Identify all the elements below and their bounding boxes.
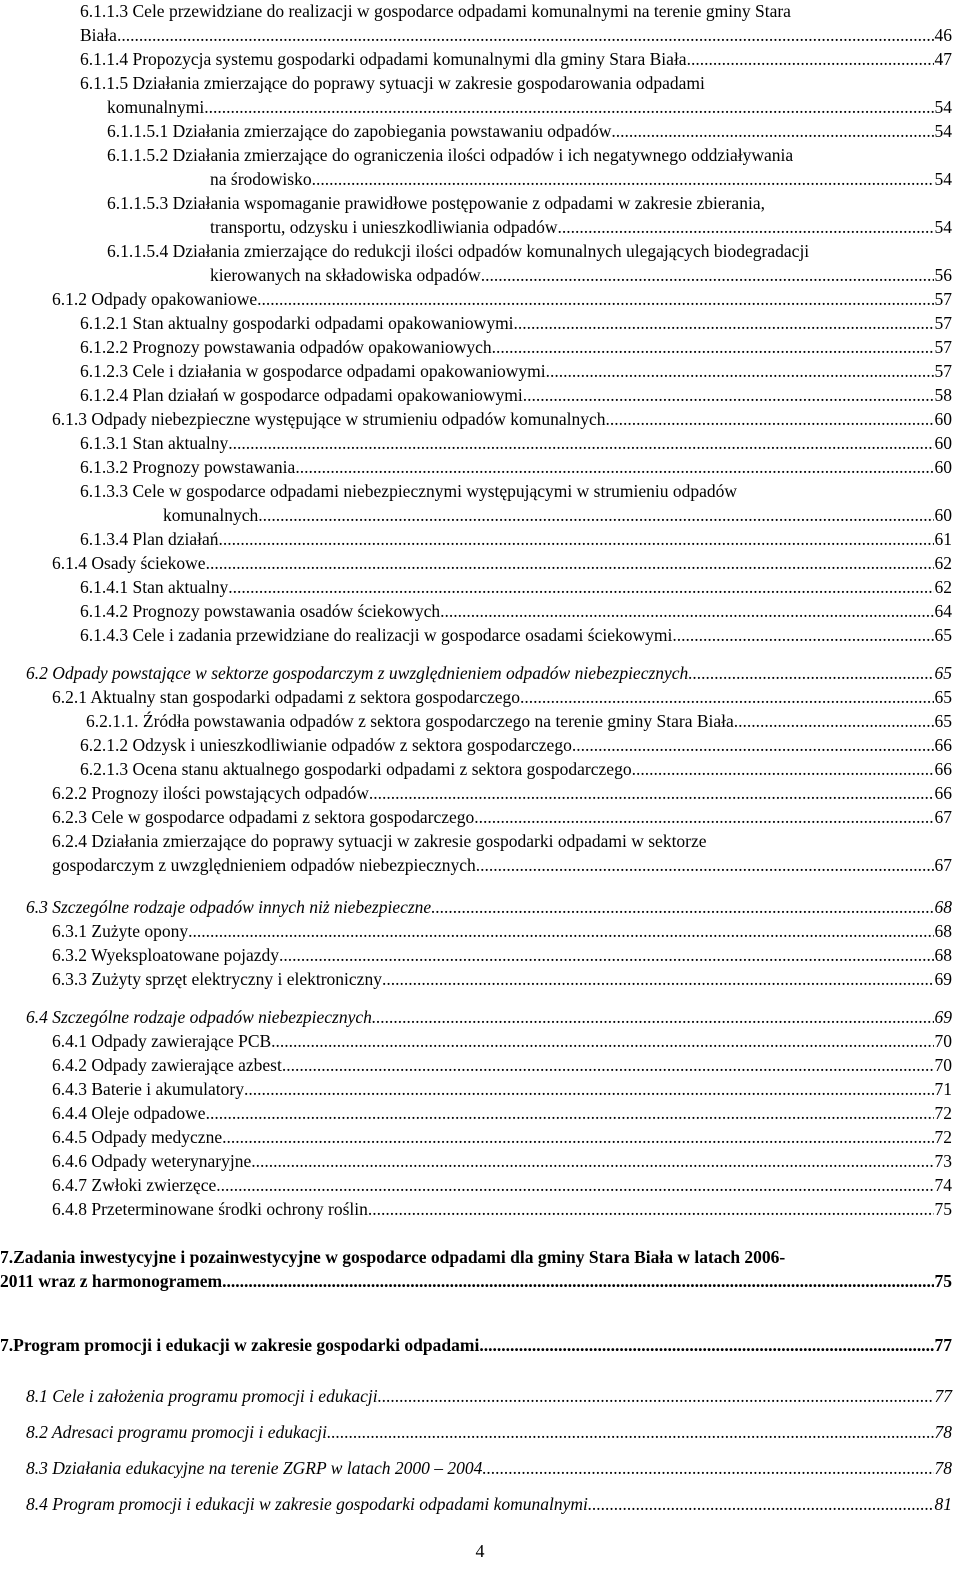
toc-leader-dots <box>523 384 934 406</box>
toc-entry-line <box>210 168 952 190</box>
toc-entry-title: Biała <box>80 25 117 45</box>
toc-page-number: 75 <box>934 1271 952 1291</box>
toc-page-number: 57 <box>934 289 952 309</box>
toc-entry-line <box>80 432 952 454</box>
toc-entry-title: 6.4.6 Odpady weterynaryjne <box>52 1151 252 1171</box>
toc-leader-dots <box>688 662 933 684</box>
toc-entry-line <box>80 48 952 70</box>
toc-entry-line <box>52 408 952 430</box>
toc-page-number: 78 <box>934 1458 952 1478</box>
toc-page-number: 77 <box>934 1386 952 1406</box>
toc-entry-line <box>52 1174 952 1196</box>
toc-entry-title: 6.1.3 Odpady niebezpieczne występujące w strumieniu odpadów komunalnych <box>52 409 606 429</box>
toc-leader-dots <box>558 216 934 238</box>
toc-entry-line <box>107 96 952 118</box>
toc-entry-title: 6.1.2.1 Stan aktualny gospodarki odpadami opakowaniowymi <box>80 313 514 333</box>
toc-entry-title: 7.Program promocji i edukacji w zakresie gospodarki odpadami <box>0 1335 480 1355</box>
toc-entry-title: 6.2.1.3 Ocena stanu aktualnego gospodarki odpadami z sektora gospodarczego <box>80 759 632 779</box>
toc-entry-line <box>80 24 952 46</box>
toc-entry-line <box>80 384 952 406</box>
toc-entry-line <box>80 758 952 780</box>
toc-entry-title: 6.1.4.2 Prognozy powstawania osadów ściekowych <box>80 601 441 621</box>
toc-entry-line <box>26 662 952 684</box>
toc-leader-dots <box>474 806 933 828</box>
toc-leader-dots <box>312 168 934 190</box>
toc-page-number: 71 <box>934 1079 952 1099</box>
toc-leader-dots <box>514 312 934 334</box>
toc-page-number: 70 <box>934 1031 952 1051</box>
toc-leader-dots <box>672 624 933 646</box>
toc-entry-title: 6.4.8 Przeterminowane środki ochrony roślin <box>52 1199 368 1219</box>
toc-leader-dots <box>222 1126 933 1148</box>
toc-entry-title: 6.1.3.1 Stan aktualny <box>80 433 229 453</box>
toc-page-number: 56 <box>934 265 952 285</box>
toc-page-number: 77 <box>934 1335 952 1355</box>
toc-page-number: 78 <box>934 1422 952 1442</box>
toc-leader-dots <box>369 782 934 804</box>
toc-entry-title: 6.1.2.4 Plan działań w gospodarce odpadami opakowaniowymi <box>80 385 523 405</box>
toc-page-number: 66 <box>934 735 952 755</box>
toc-page-number: 62 <box>934 577 952 597</box>
toc-leader-dots <box>244 1078 934 1100</box>
toc-leader-dots <box>572 734 934 756</box>
toc-page-number: 69 <box>934 1007 952 1027</box>
toc-page-number: 57 <box>934 337 952 357</box>
toc-leader-dots <box>228 576 933 598</box>
toc-leader-dots <box>611 120 933 142</box>
toc-entry-title: 6.4.3 Baterie i akumulatory <box>52 1079 244 1099</box>
toc-leader-dots <box>632 758 934 780</box>
toc-entry-title: 6.2.1 Aktualny stan gospodarki odpadami z sektora gospodarczego <box>52 687 521 707</box>
toc-leader-dots <box>117 24 934 46</box>
toc-entry-title: 6.1.3.2 Prognozy powstawania <box>80 457 296 477</box>
toc-page-number: 65 <box>934 625 952 645</box>
toc-entry-title: 6.1.4.3 Cele i zadania przewidziane do realizacji w gospodarce osadami ściekowymi <box>80 625 673 645</box>
toc-entry-line <box>26 1006 952 1028</box>
toc-leader-dots <box>482 1457 933 1479</box>
toc-entry-title: 6.2.1.1. Źródła powstawania odpadów z sektora gospodarczego na terenie gminy Stara Biała <box>86 711 734 731</box>
toc-leader-dots <box>206 552 934 574</box>
toc-page-number: 47 <box>934 49 952 69</box>
toc-leader-dots <box>204 96 933 118</box>
toc-leader-dots <box>520 686 933 708</box>
toc-entry-line <box>80 624 952 646</box>
toc-entry-line <box>163 504 952 526</box>
toc-leader-dots <box>588 1493 934 1515</box>
toc-leader-dots <box>378 1385 934 1407</box>
toc-page-number: 66 <box>934 783 952 803</box>
toc-page-number: 64 <box>934 601 952 621</box>
toc-page-number: 72 <box>934 1127 952 1147</box>
toc-entry-title: 6.2 Odpady powstające w sektorze gospodarczym z uwzględnieniem odpadów niebezpiecznych <box>26 663 689 683</box>
toc-entry-line <box>0 1334 952 1356</box>
toc-leader-dots <box>382 968 934 990</box>
toc-entry-title: na środowisko <box>210 169 312 189</box>
page-number: 4 <box>475 1541 485 1561</box>
toc-leader-dots <box>271 1030 933 1052</box>
toc-page-number: 60 <box>934 409 952 429</box>
toc-entry-line <box>26 1385 952 1407</box>
toc-leader-dots <box>251 1150 933 1172</box>
toc-entry-title: 6.4.4 Oleje odpadowe <box>52 1103 206 1123</box>
toc-entry-title: 6.4.5 Odpady medyczne <box>52 1127 223 1147</box>
toc-page-number: 54 <box>934 217 952 237</box>
toc-entry-title: 6.2.3 Cele w gospodarce odpadami z sektora gospodarczego <box>52 807 475 827</box>
toc-entry-title: 6.1.2 Odpady opakowaniowe <box>52 289 258 309</box>
toc-leader-dots <box>327 1421 933 1443</box>
toc-entry-line <box>107 120 952 142</box>
toc-page-number: 65 <box>934 663 952 683</box>
toc-entry-line <box>52 806 952 828</box>
toc-leader-dots <box>216 1174 933 1196</box>
toc-entry-line <box>52 1198 952 1220</box>
toc-page-number: 68 <box>934 897 952 917</box>
toc-entry-title: 6.1.2.2 Prognozy powstawania odpadów opakowaniowych <box>80 337 492 357</box>
toc-entry-title: 6.4.7 Zwłoki zwierzęce <box>52 1175 217 1195</box>
toc-page-number: 72 <box>934 1103 952 1123</box>
toc-page-number: 73 <box>934 1151 952 1171</box>
toc-page-number: 61 <box>934 529 952 549</box>
toc-leader-dots <box>188 920 933 942</box>
toc-entry-line <box>26 1421 952 1443</box>
toc-page-number: 65 <box>934 687 952 707</box>
toc-page-number: 62 <box>934 553 952 573</box>
toc-entry-line <box>52 944 952 966</box>
toc-page-number: 54 <box>934 169 952 189</box>
toc-entry-line <box>80 576 952 598</box>
toc-leader-dots <box>279 944 933 966</box>
toc-entry-line <box>52 782 952 804</box>
toc-page-number: 60 <box>934 433 952 453</box>
toc-entry-title: 6.1.1.5.2 Działania zmierzające do ograniczenia ilości odpadów i ich negatywnego oddziaływania <box>107 145 794 165</box>
toc-leader-dots <box>479 1334 933 1356</box>
toc-entry-title: 6.1.1.5.1 Działania zmierzające do zapobiegania powstawaniu odpadów <box>107 121 612 141</box>
toc-entry-line <box>52 1126 952 1148</box>
toc-entry-line <box>80 336 952 358</box>
toc-leader-dots <box>219 528 934 550</box>
toc-entry-title: 6.4 Szczególne rodzaje odpadów niebezpiecznych <box>26 1007 372 1027</box>
toc-leader-dots <box>372 1006 934 1028</box>
toc-entry-line <box>52 288 952 310</box>
toc-entry-line <box>80 528 952 550</box>
toc-page-number: 74 <box>934 1175 952 1195</box>
toc-entry-line <box>80 456 952 478</box>
toc-page-number: 68 <box>934 945 952 965</box>
toc-entry-title: 6.1.3.4 Plan działań <box>80 529 219 549</box>
toc-page-number: 67 <box>934 807 952 827</box>
toc-entry-title: gospodarczym z uwzględnieniem odpadów niebezpiecznych <box>52 855 476 875</box>
toc-entry-line <box>52 686 952 708</box>
toc-entry-title: kierowanych na składowiska odpadów <box>210 265 481 285</box>
toc-leader-dots <box>431 896 933 918</box>
toc-entry-title: 6.2.1.2 Odzysk i unieszkodliwianie odpadów z sektora gospodarczego <box>80 735 572 755</box>
toc-entry-title: 8.3 Działania edukacyjne na terenie ZGRP w latach 2000 – 2004 <box>26 1458 483 1478</box>
toc-page-number: 57 <box>934 361 952 381</box>
toc-entry-line <box>80 734 952 756</box>
toc-entry-title: 6.4.1 Odpady zawierające PCB <box>52 1031 272 1051</box>
toc-entry-title: 6.1.3.3 Cele w gospodarce odpadami niebezpiecznymi występującymi w strumieniu odpadów <box>80 481 738 501</box>
toc-entry-title: komunalnymi <box>107 97 205 117</box>
toc-entry-title: 7.Zadania inwestycyjne i pozainwestycyjne w gospodarce odpadami dla gminy Stara Biała w latach 2006- <box>0 1247 786 1267</box>
toc-page-number: 67 <box>934 855 952 875</box>
toc-entry-title: 6.1.1.5.3 Działania wspomaganie prawidłowe postępowanie z odpadami w zakresie zbierania, <box>107 193 765 213</box>
toc-entry-title: 8.4 Program promocji i edukacji w zakresie gospodarki odpadami komunalnymi <box>26 1494 588 1514</box>
toc-entry-title: 6.3.1 Zużyte opony <box>52 921 189 941</box>
toc-leader-dots <box>440 600 933 622</box>
toc-entry-title: 6.1.1.3 Cele przewidziane do realizacji w gospodarce odpadami komunalnymi na terenie gminy Stara <box>80 1 791 21</box>
toc-entry-title: 6.3.2 Wyeksploatowane pojazdy <box>52 945 280 965</box>
toc-leader-dots <box>282 1054 934 1076</box>
toc-entry-title: 6.1.2.3 Cele i działania w gospodarce odpadami opakowaniowymi <box>80 361 546 381</box>
toc-page-number: 57 <box>934 313 952 333</box>
toc-page-number: 69 <box>934 969 952 989</box>
toc-entry-line <box>210 216 952 238</box>
toc-page-number: 54 <box>934 97 952 117</box>
toc-entry-title: 6.1.4 Osady ściekowe <box>52 553 206 573</box>
toc-entry-line <box>52 1078 952 1100</box>
toc-entry-title: 6.3.3 Zużyty sprzęt elektryczny i elektroniczny <box>52 969 382 989</box>
toc-entry-title: komunalnych <box>163 505 259 525</box>
toc-entry-line <box>26 1493 952 1515</box>
toc-leader-dots <box>228 432 933 454</box>
toc-page-number: 58 <box>934 385 952 405</box>
toc-entry-line <box>52 1030 952 1052</box>
toc-entry-line <box>52 1150 952 1172</box>
toc-entry-line <box>52 854 952 876</box>
toc-entry-line <box>210 264 952 286</box>
toc-entry-line <box>52 920 952 942</box>
toc-page-number: 75 <box>934 1199 952 1219</box>
toc-entry-line <box>26 1457 952 1479</box>
toc-leader-dots <box>222 1270 933 1292</box>
toc-leader-dots <box>295 456 933 478</box>
toc-leader-dots <box>734 710 934 732</box>
toc-entry-title: 6.2.4 Działania zmierzające do poprawy sytuacji w zakresie gospodarki odpadami w sektorze <box>52 831 707 851</box>
toc-entry-line <box>52 552 952 574</box>
toc-entry-title: 6.4.2 Odpady zawierające azbest <box>52 1055 282 1075</box>
toc-entry-line <box>80 360 952 382</box>
toc-entry-title: 6.1.1.5.4 Działania zmierzające do redukcji ilości odpadów komunalnych ulegających biodegradacji <box>107 241 810 261</box>
toc-entry-title: 8.1 Cele i założenia programu promocji i edukacji <box>26 1386 378 1406</box>
toc-entry-line <box>0 1270 952 1292</box>
toc-page-number: 81 <box>934 1494 952 1514</box>
toc-page-number: 60 <box>934 457 952 477</box>
toc-entry-title: 6.1.1.5 Działania zmierzające do poprawy sytuacji w zakresie gospodarowania odpadami <box>80 73 705 93</box>
toc-page-number: 70 <box>934 1055 952 1075</box>
toc-entry-line <box>26 896 952 918</box>
toc-leader-dots <box>687 48 934 70</box>
toc-entry-line <box>80 312 952 334</box>
toc-leader-dots <box>476 854 934 876</box>
toc-leader-dots <box>257 288 933 310</box>
toc-entry-title: transportu, odzysku i unieszkodliwiania odpadów <box>210 217 558 237</box>
toc-entry-title: 8.2 Adresaci programu promocji i edukacji <box>26 1422 328 1442</box>
toc-leader-dots <box>481 264 934 286</box>
toc-entry-title: 6.3 Szczególne rodzaje odpadów innych niż niebezpieczne <box>26 897 432 917</box>
toc-page-number: 65 <box>934 711 952 731</box>
toc-entry-line <box>80 600 952 622</box>
toc-leader-dots <box>546 360 934 382</box>
toc-entry-line <box>52 968 952 990</box>
toc-entry-title: 6.2.2 Prognozy ilości powstających odpadów <box>52 783 369 803</box>
toc-leader-dots <box>206 1102 934 1124</box>
toc-leader-dots <box>492 336 934 358</box>
toc-page-number: 68 <box>934 921 952 941</box>
toc-page-number: 46 <box>934 25 952 45</box>
toc-leader-dots <box>368 1198 934 1220</box>
toc-entry-line <box>86 710 952 732</box>
toc-entry-title: 6.1.4.1 Stan aktualny <box>80 577 229 597</box>
toc-entry-title: 6.1.1.4 Propozycja systemu gospodarki odpadami komunalnymi dla gminy Stara Biała <box>80 49 687 69</box>
toc-entry-line <box>52 1102 952 1124</box>
toc-entry-line <box>52 1054 952 1076</box>
toc-page-number: 54 <box>934 121 952 141</box>
toc-leader-dots <box>258 504 933 526</box>
toc-entry-title: 2011 wraz z harmonogramem <box>0 1271 223 1291</box>
toc-page-number: 66 <box>934 759 952 779</box>
toc-page-number: 60 <box>934 505 952 525</box>
toc-leader-dots <box>606 408 934 430</box>
